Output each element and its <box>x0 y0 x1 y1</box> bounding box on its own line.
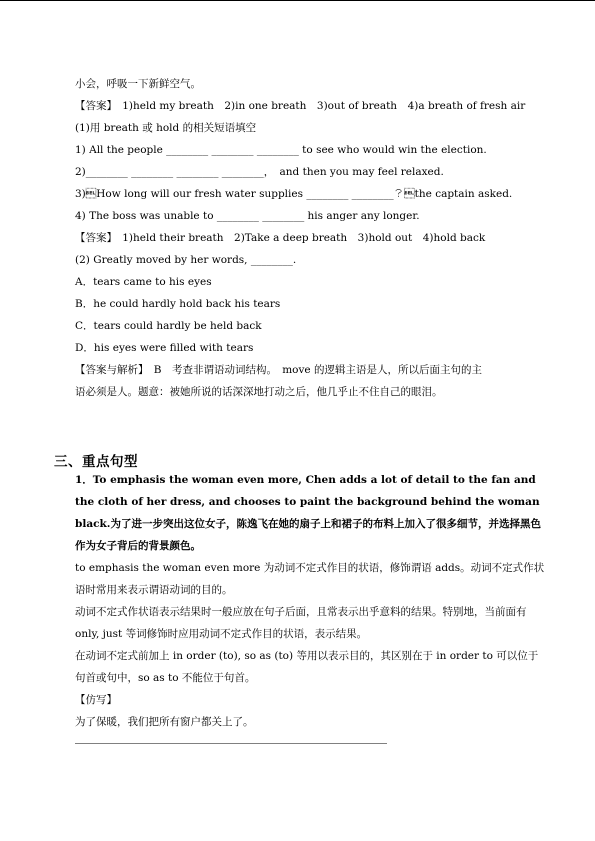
exercise-item-3: 3)How long will our fresh water supplies ________ ________？the captain asked. <box>75 188 513 200</box>
analysis-line-2: 语必须是人。题意：被她所说的话深深地打动之后，他几乎止不住自己的眼泪。 <box>75 386 443 398</box>
section2-content <box>75 73 545 403</box>
option-d: D．his eyes were filled with tears <box>75 342 254 354</box>
answer-blank-line[interactable] <box>75 743 387 744</box>
imitation-label: 【仿写】 <box>75 694 117 706</box>
question-stem: (2) Greatly moved by her words, ________. <box>75 254 297 266</box>
exercise-item-1: 1) All the people ________ ________ ________ to see who would win the election. <box>75 144 487 156</box>
header-rule <box>0 0 595 1</box>
key-sentence: 1．To emphasis the woman even more, Chen adds a lot of detail to the fan and the cloth of her dress, and chooses to paint the background behind the woman black.为了进一步突出这位女子，陈逸飞在她的扇子上和裙子的布料上加入了很多细节，并选择黑色作为女子背后的背景颜色。 <box>75 474 541 552</box>
option-c: C．tears could hardly be held back <box>75 320 262 332</box>
explanation-paragraph-2: 动词不定式作状语表示结果时一般应放在句子后面，且常表示出乎意料的结果。特别地，当前面有 only, just 等词修饰时应用动词不定式作目的状语，表示结果。 <box>75 606 527 640</box>
exercise-item-4: 4) The boss was unable to ________ ________ his anger any longer. <box>75 210 420 222</box>
section-heading: 三、重点句型 <box>54 454 138 470</box>
exercise-item-2: 2)________ ________ ________ ________， and then you may feel relaxed. <box>75 166 444 178</box>
analysis-line-1: 【答案与解析】 B 考查非谓语动词结构。 move 的逻辑主语是人，所以后面主句的主 <box>75 364 482 376</box>
option-b: B．he could hardly hold back his tears <box>75 298 281 310</box>
answer-line-2: 【答案】 1)held their breath 2)Take a deep breath 3)hold out 4)hold back <box>75 232 486 244</box>
option-a: A．tears came to his eyes <box>75 276 212 288</box>
explanation-paragraph-3: 在动词不定式前加上 in order (to), so as (to) 等用以表示目的，其区别在于 in order to 可以位于句首或句中，so as to 不能位于句首。 <box>75 650 539 684</box>
section3-content <box>75 469 545 733</box>
imitation-prompt: 为了保暖，我们把所有窗户都关上了。 <box>75 716 254 728</box>
answer-line-1: 【答案】 1)held my breath 2)in one breath 3)out of breath 4)a breath of fresh air <box>75 100 526 112</box>
text-line: 小会，呼吸一下新鲜空气。 <box>75 78 201 90</box>
explanation-paragraph-1: to emphasis the woman even more 为动词不定式作目的状语，修饰谓语 adds。动词不定式作状语时常用来表示谓语动词的目的。 <box>75 562 545 596</box>
exercise-instruction: (1)用 breath 或 hold 的相关短语填空 <box>75 122 257 134</box>
